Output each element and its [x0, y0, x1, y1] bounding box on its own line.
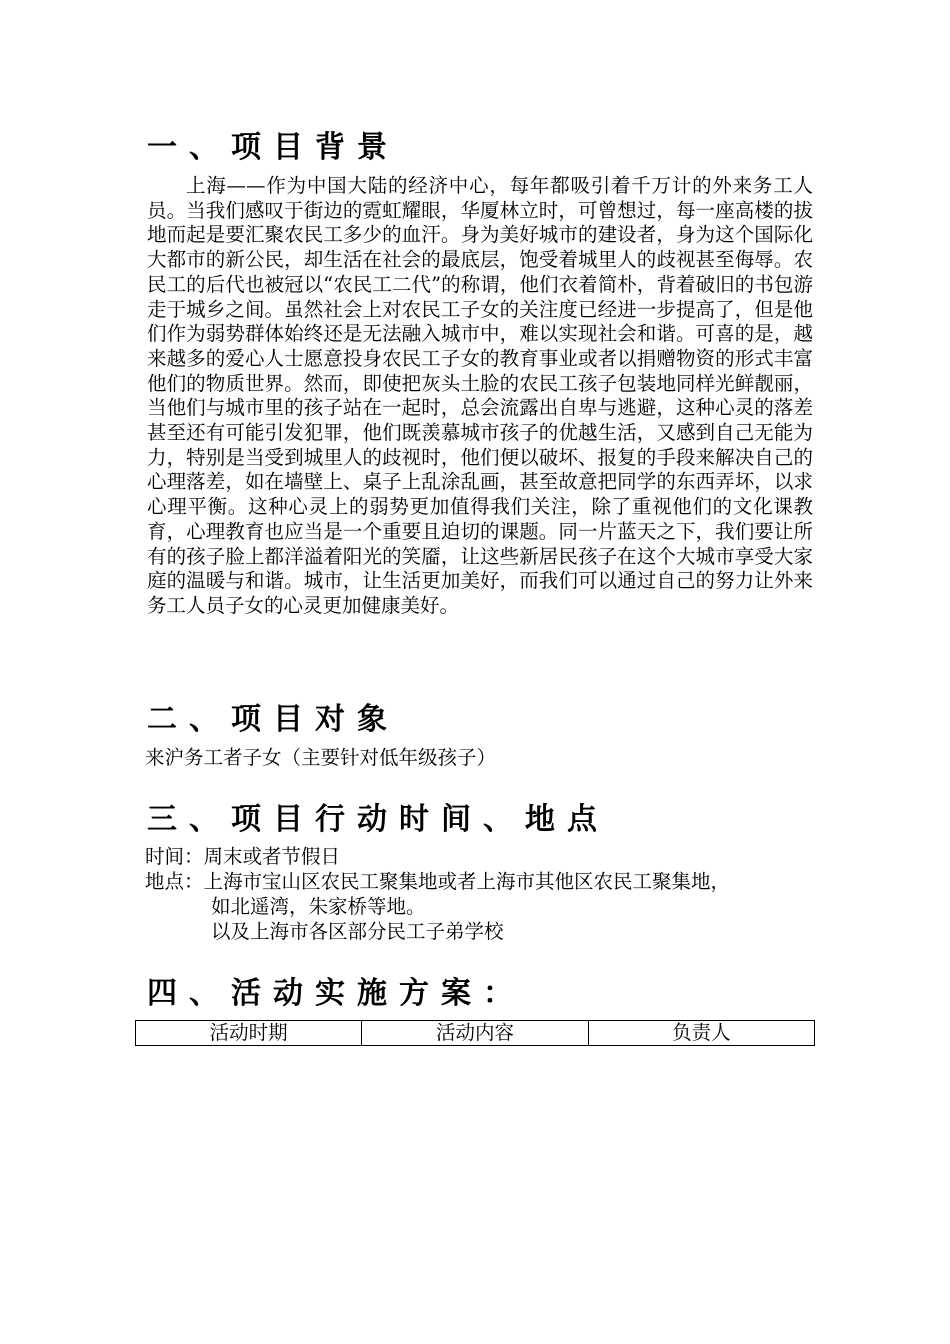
target-text: 来沪务工者子女（主要针对低年级孩子） — [145, 746, 497, 769]
section-heading-time-place: 三、项目行动时间、地点 — [147, 802, 609, 837]
table-header-period: 活动时期 — [136, 1021, 362, 1046]
place-text-line-3: 以及上海市各区部分民工子弟学校 — [211, 920, 504, 943]
section-heading-plan: 四、活动实施方案： — [147, 976, 525, 1011]
plan-table — [135, 1020, 815, 1046]
table-header-content: 活动内容 — [362, 1021, 588, 1046]
place-text-line-1: 地点：上海市宝山区农民工聚集地或者上海市其他区农民工聚集地， — [145, 870, 731, 893]
place-text-line-2: 如北遥湾，朱家桥等地。 — [211, 895, 426, 918]
background-paragraph: 上海——作为中国大陆的经济中心，每年都吸引着千万计的外来务工人员。当我们感叹于街边的霓虹耀眼，华厦林立时，可曾想过，每一座高楼的拔地而起是要汇聚农民工多少的血汗。身为美好城市的建设者，身为这个国际化大都市的新公民，却生活在社会的最底层，饱受着城里人的歧视甚至侮辱。农民工的后代也被冠以“农民工二代”的称谓，他们衣着简朴，背着破旧的书包游走于城乡之间。虽然社会上对农民工子女的关注度已经进一步提高了，但是他们作为弱势群体始终还是无法融入城市中，难以实现社会和谐。可喜的是，越来越多的爱心人士愿意投身农民工子女的教育事业或者以捐赠物资的形式丰富他们的物质世界。然而，即使把灰头土脸的农民工孩子包装地同样光鲜靓丽，当他们与城市里的孩子站在一起时，总会流露出自卑与逃避，这种心灵的落差甚至还有可能引发犯罪，他们既羡慕城市孩子的优越生活，又感到自己无能为力，特别是当受到城里人的歧视时，他们便以破坏、报复的手段来解决自己的心理落差，如在墙壁上、桌子上乱涂乱画，甚至故意把同学的东西弄坏，以求心理平衡。这种心灵上的弱势更加值得我们关注，除了重视他们的文化课教育，心理教育也应当是一个重要且迫切的课题。同一片蓝天之下，我们要让所有的孩子脸上都洋溢着阳光的笑靥，让这些新居民孩子在这个大城市享受大家庭的温暖与和谐。城市，让生活更加美好，而我们可以通过自己的努力让外来务工人员子女的心灵更加健康美好。 — [147, 174, 813, 617]
time-text: 时间：周末或者节假日 — [145, 845, 341, 868]
plan-table-header-row — [136, 1021, 815, 1046]
section-heading-background: 一、项目背景 — [147, 130, 399, 165]
section-heading-target: 二、项目对象 — [147, 702, 399, 737]
table-header-owner: 负责人 — [588, 1021, 814, 1046]
